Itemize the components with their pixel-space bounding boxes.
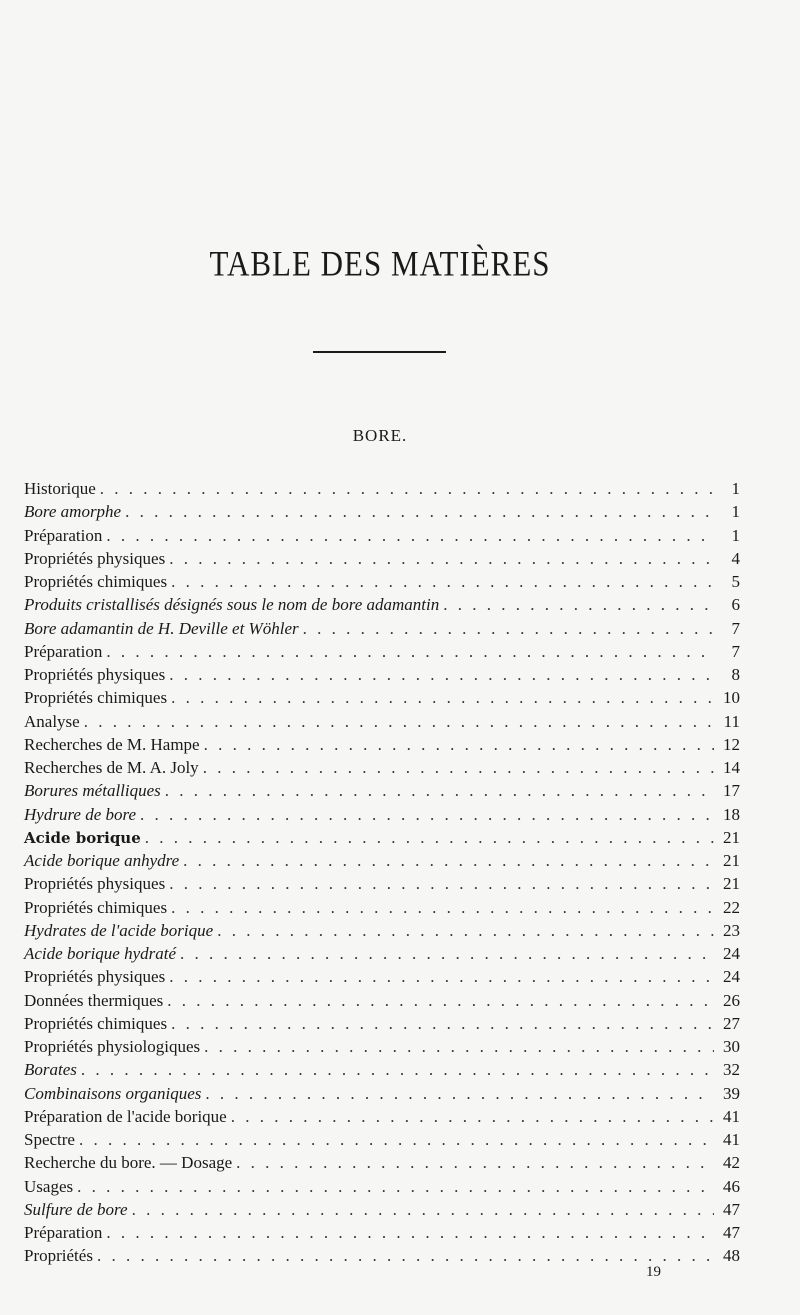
toc-entry-label: Propriétés physiques — [24, 874, 166, 894]
toc-entry — [24, 779, 740, 802]
toc-entry — [24, 896, 740, 919]
dot-leader — [167, 989, 714, 1012]
toc-entry-label: Propriétés physiques — [24, 967, 166, 987]
toc-entry-label: Données thermiques — [24, 990, 164, 1010]
toc-entry — [24, 1221, 740, 1244]
toc-entry — [24, 965, 740, 988]
toc-entry — [24, 919, 740, 942]
toc-entry — [24, 1105, 740, 1128]
dot-leader — [443, 593, 714, 616]
toc-entry — [24, 872, 740, 895]
toc-entry-page: 18 — [723, 804, 740, 824]
toc-entry — [24, 1198, 740, 1221]
toc-entry-label: Propriétés chimiques — [24, 688, 168, 708]
dot-leader — [169, 965, 714, 988]
toc-entry-page: 46 — [723, 1176, 740, 1196]
toc-entry-label: Propriétés chimiques — [24, 572, 168, 591]
dot-leader — [203, 756, 714, 779]
toc-entry-label: Propriétés — [24, 1246, 93, 1266]
toc-entry-label: Acide borique hydraté — [24, 944, 177, 963]
dot-leader — [145, 826, 714, 849]
dot-leader — [205, 1082, 714, 1105]
dot-leader — [180, 942, 714, 965]
toc-entry-label: Préparation de l'acide borique — [24, 1106, 227, 1126]
toc-entry — [24, 803, 740, 826]
page-title: TABLE DES MATIÈRES — [209, 243, 551, 284]
toc-entry — [24, 942, 740, 965]
toc-entry-page: 21 — [723, 851, 740, 870]
toc-entry-label: Préparation — [24, 525, 103, 545]
toc-entry-label: Propriétés chimiques — [24, 1013, 168, 1033]
toc-entry-page: 11 — [723, 711, 740, 731]
dot-leader — [217, 919, 714, 942]
dot-leader — [106, 1221, 714, 1244]
toc-entry-page: 5 — [731, 572, 740, 591]
dot-leader — [171, 570, 714, 593]
dot-leader — [132, 1198, 714, 1221]
toc-entry — [24, 524, 740, 547]
dot-leader — [231, 1105, 714, 1128]
toc-entry-page: 48 — [723, 1246, 740, 1266]
dot-leader — [97, 1244, 714, 1267]
toc-entry-page: 10 — [723, 688, 740, 708]
toc-entry — [24, 1058, 740, 1081]
toc-entry-page: 7 — [731, 618, 740, 638]
toc-entry-label: Propriétés physiques — [24, 548, 166, 568]
toc-entry-page: 7 — [731, 641, 740, 661]
toc-entry-page: 23 — [723, 920, 740, 940]
dot-leader — [171, 686, 714, 709]
toc-entry-label: Historique — [24, 479, 96, 498]
toc-entry-page: 12 — [723, 734, 740, 754]
toc-entry-label: Propriétés physiques — [24, 665, 166, 684]
table-of-contents — [24, 477, 740, 1268]
dot-leader — [106, 640, 714, 663]
toc-entry-label: Recherches de M. A. Joly — [24, 758, 199, 777]
dot-leader — [236, 1151, 714, 1174]
toc-entry — [24, 477, 740, 500]
dot-leader — [125, 500, 714, 523]
toc-entry-page: 1 — [731, 525, 740, 545]
title-rule — [313, 351, 446, 353]
toc-entry-label: Bore amorphe — [24, 502, 122, 522]
toc-entry-page: 1 — [731, 479, 740, 498]
toc-entry — [24, 547, 740, 570]
toc-entry — [24, 710, 740, 733]
dot-leader — [169, 872, 714, 895]
toc-entry — [24, 756, 740, 779]
toc-entry — [24, 989, 740, 1012]
toc-entry — [24, 570, 740, 593]
toc-entry — [24, 733, 740, 756]
toc-entry-label: Borures métalliques — [24, 781, 161, 801]
toc-entry-label: Borates — [24, 1060, 77, 1080]
toc-entry-page: 41 — [723, 1106, 740, 1126]
dot-leader — [77, 1175, 714, 1198]
toc-entry — [24, 1035, 740, 1058]
toc-entry-page: 26 — [723, 990, 740, 1010]
toc-entry — [24, 593, 740, 616]
toc-entry — [24, 1244, 740, 1267]
toc-entry-label: Combinaisons organiques — [24, 1083, 202, 1103]
toc-entry — [24, 826, 740, 849]
toc-entry-page: 30 — [723, 1037, 740, 1056]
dot-leader — [171, 1012, 714, 1035]
signature-mark: 19 — [646, 1264, 661, 1280]
toc-entry-label: Spectre — [24, 1130, 75, 1149]
dot-leader — [169, 547, 714, 570]
toc-entry-page: 6 — [731, 595, 740, 615]
toc-entry-label: Hydrure de bore — [24, 804, 137, 824]
toc-entry-page: 42 — [723, 1153, 740, 1173]
toc-entry-page: 21 — [723, 874, 740, 894]
toc-entry-page: 27 — [723, 1013, 740, 1033]
toc-entry-page: 8 — [731, 665, 740, 684]
dot-leader — [204, 733, 714, 756]
toc-entry-label: Préparation — [24, 1223, 103, 1242]
toc-entry-label: Sulfure de bore — [24, 1199, 128, 1219]
dot-leader — [204, 1035, 714, 1058]
toc-entry — [24, 640, 740, 663]
toc-entry-label: Hydrates de l'acide borique — [24, 920, 214, 940]
toc-entry-label: Recherche du bore. — Dosage — [24, 1153, 233, 1173]
toc-entry-label: Préparation — [24, 641, 103, 661]
toc-entry-page: 32 — [723, 1060, 740, 1080]
toc-entry-label: Recherches de M. Hampe — [24, 734, 200, 754]
toc-entry — [24, 1175, 740, 1198]
dot-leader — [81, 1058, 714, 1081]
toc-entry-page: 24 — [723, 967, 740, 987]
toc-entry — [24, 686, 740, 709]
dot-leader — [169, 663, 714, 686]
dot-leader — [303, 617, 714, 640]
toc-entry-label: Bore adamantin de H. Deville et Wöhler — [24, 618, 299, 638]
toc-entry-page: 24 — [723, 944, 740, 963]
toc-entry-label: Propriétés physiologiques — [24, 1037, 201, 1056]
toc-entry-page: 39 — [723, 1083, 740, 1103]
toc-entry — [24, 500, 740, 523]
toc-entry — [24, 1128, 740, 1151]
toc-entry — [24, 849, 740, 872]
toc-entry-page: 17 — [723, 781, 740, 801]
dot-leader — [79, 1128, 714, 1151]
toc-entry-page: 1 — [731, 502, 740, 522]
toc-entry-page: 47 — [723, 1223, 740, 1242]
toc-entry-label: Analyse — [24, 711, 80, 731]
toc-entry — [24, 663, 740, 686]
toc-entry-page: 21 — [723, 827, 740, 847]
toc-entry — [24, 1012, 740, 1035]
dot-leader — [171, 896, 714, 919]
dot-leader — [106, 524, 714, 547]
dot-leader — [183, 849, 714, 872]
toc-entry-page: 14 — [723, 758, 740, 777]
toc-entry-label: Acide borique anhydre — [24, 851, 180, 870]
toc-entry-page: 22 — [723, 897, 740, 917]
toc-entry-label: Propriétés chimiques — [24, 897, 168, 917]
toc-entry-page: 41 — [723, 1130, 740, 1149]
dot-leader — [84, 710, 714, 733]
dot-leader — [140, 803, 714, 826]
dot-leader — [100, 477, 714, 500]
toc-entry-label: Usages — [24, 1176, 74, 1196]
toc-entry-label: Acide borique — [24, 828, 141, 847]
toc-entry-page: 47 — [723, 1199, 740, 1219]
toc-entry-page: 4 — [731, 548, 740, 568]
toc-entry — [24, 1151, 740, 1174]
toc-entry — [24, 1082, 740, 1105]
section-heading: BORE. — [352, 426, 408, 445]
toc-entry-label: Produits cristallisés désignés sous le nom de bore adamantin — [24, 595, 440, 615]
dot-leader — [165, 779, 714, 802]
toc-entry — [24, 617, 740, 640]
